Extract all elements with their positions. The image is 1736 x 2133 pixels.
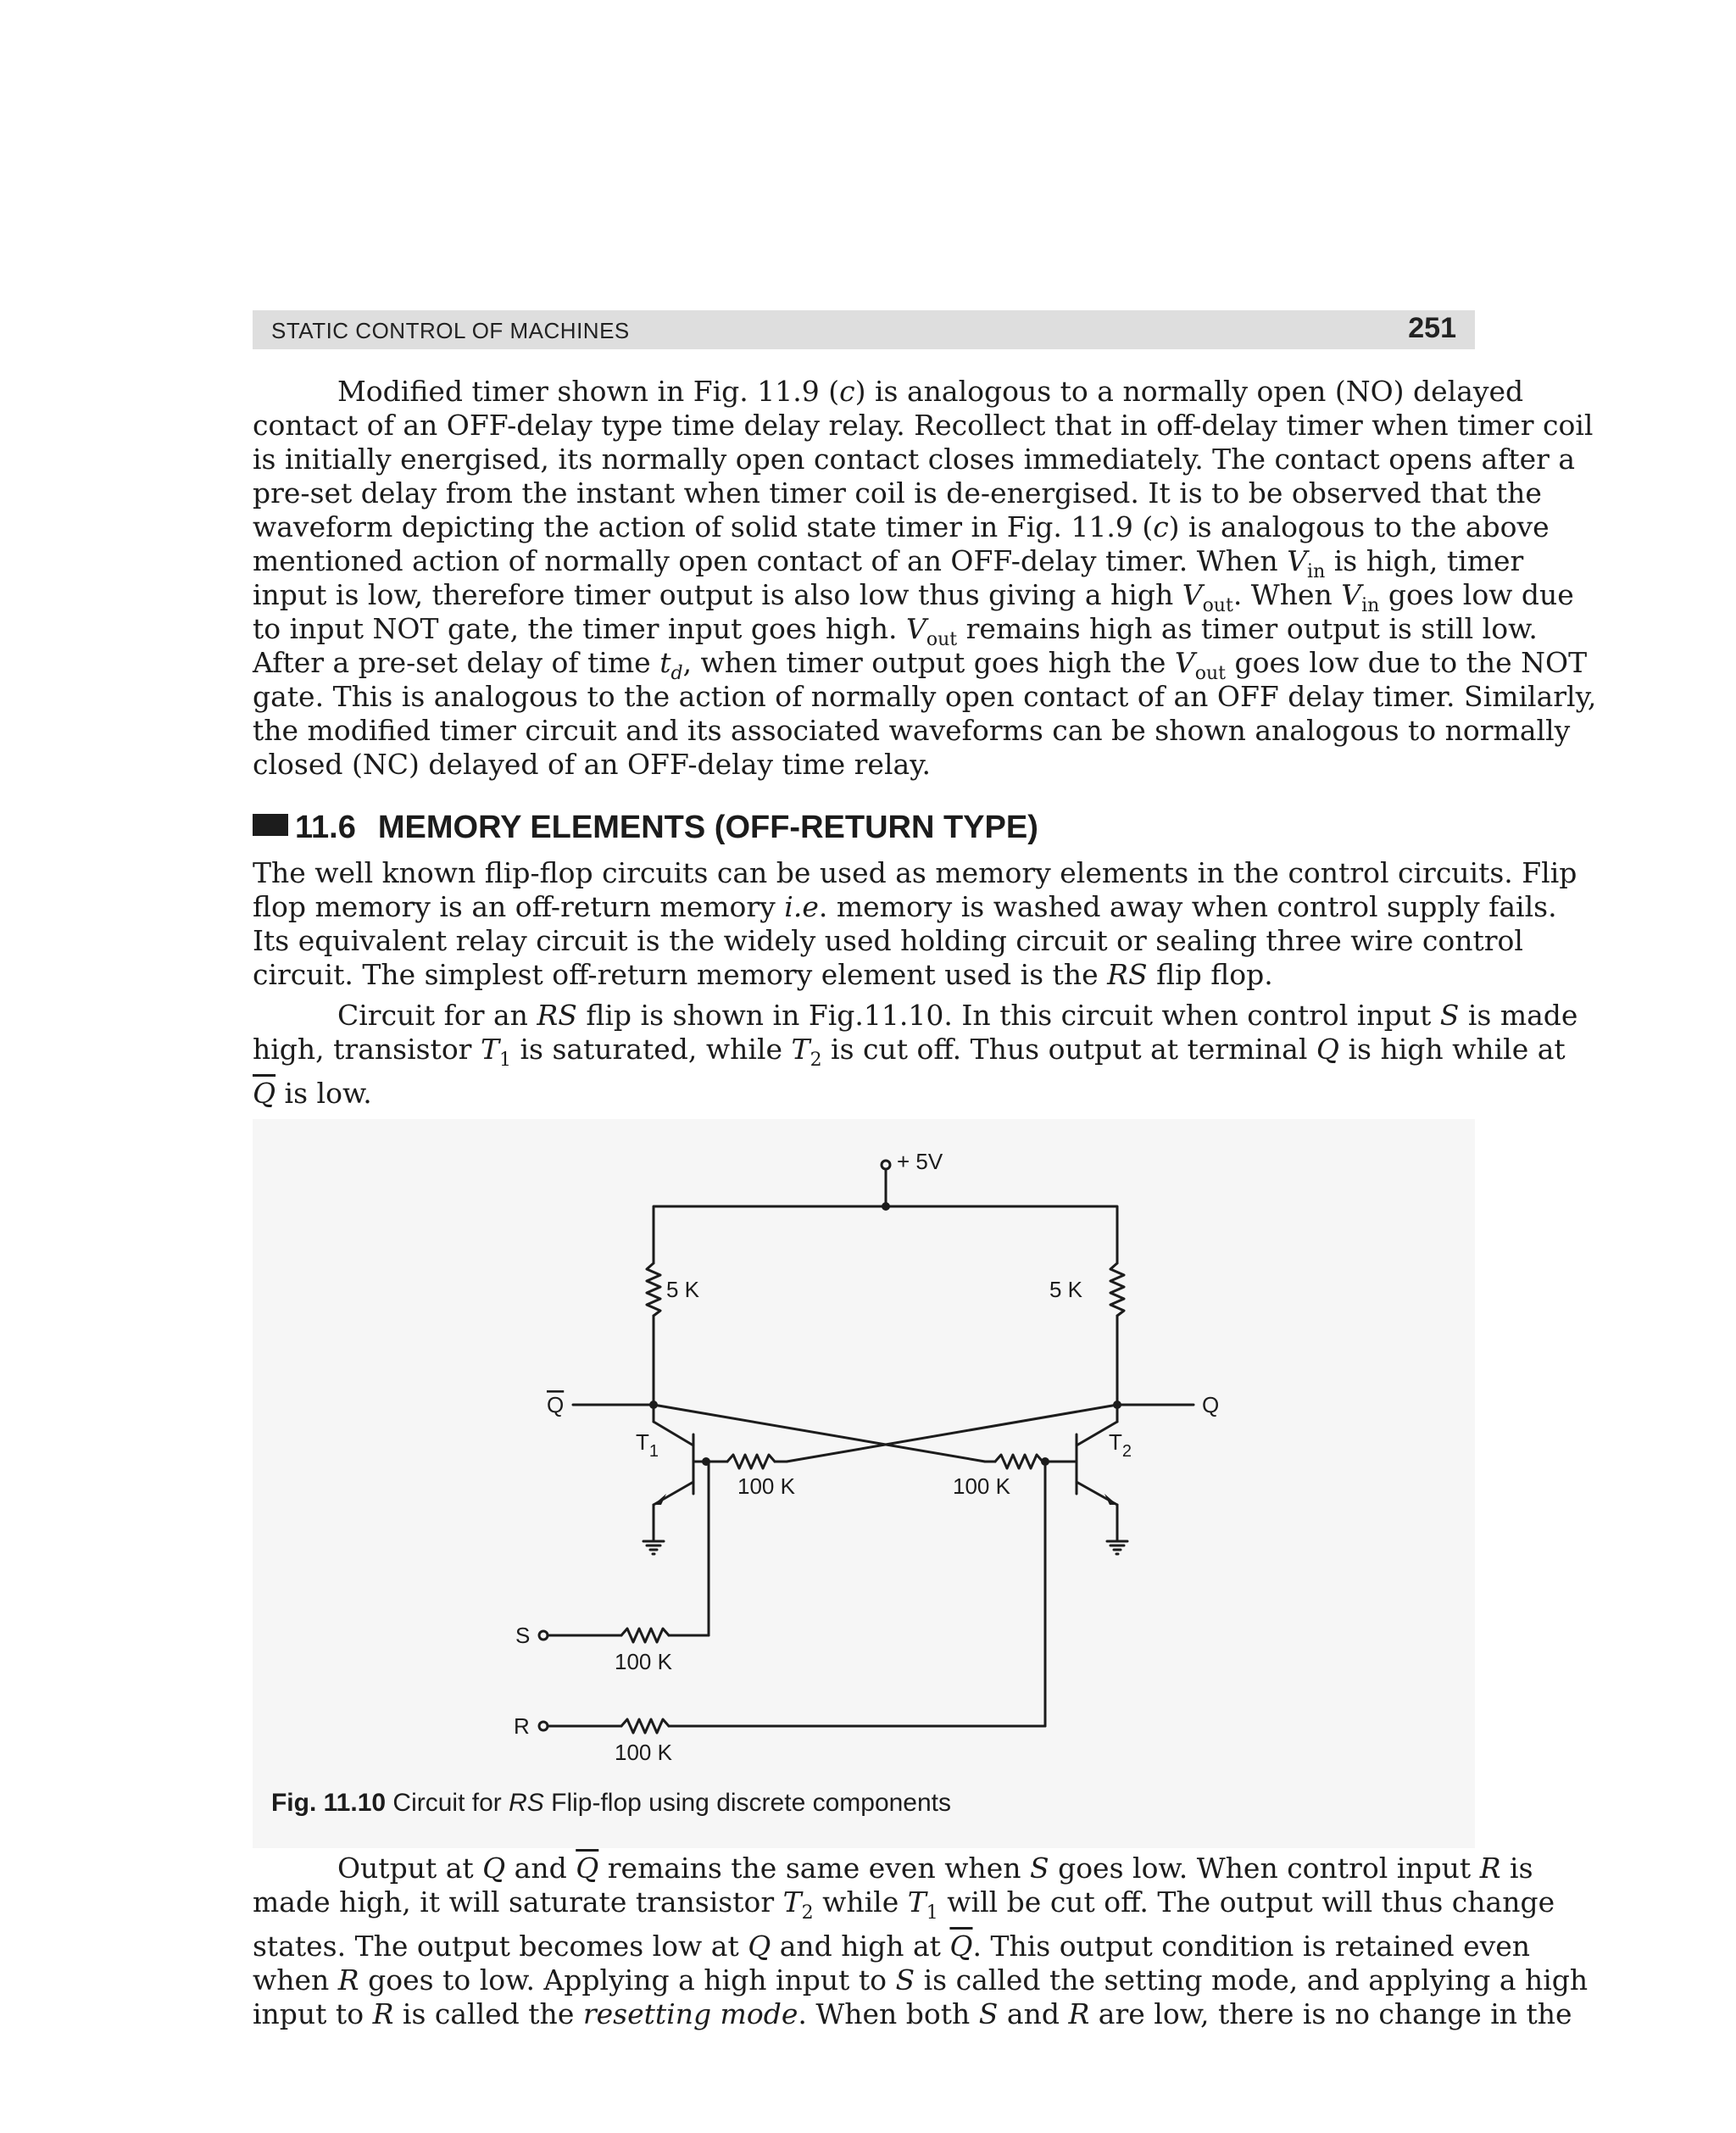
- figure-11-10: [253, 1119, 1475, 1848]
- text-line: $\overline{Q}$ is low.: [253, 1077, 372, 1110]
- text-line: Its equivalent relay circuit is the widely used holding circuit or sealing three wire control: [253, 924, 1523, 957]
- text-line: Output at Q and $\overline{Q}$ remains the same even when S goes low. When control input R is: [337, 1852, 1533, 1885]
- text-line: high, transistor $T_1$ is saturated, while $T_2$ is cut off. Thus output at terminal Q is high while at: [253, 1033, 1566, 1071]
- paragraph-output: [253, 1852, 1589, 2031]
- text-line: to input NOT gate, the timer input goes high. $V_{out}$ remains high as timer output is still low.: [253, 612, 1538, 650]
- paragraph-memory: [253, 856, 1577, 992]
- supply-label: + 5V: [897, 1149, 943, 1174]
- cross-wire-to-q: [787, 1405, 1117, 1462]
- text-line: the modified timer circuit and its associated waveforms can be shown analogous to normally: [253, 714, 1571, 747]
- page-header: [253, 310, 1475, 349]
- text-line: The well known flip-flop circuits can be used as memory elements in the control circuits. Flip: [253, 856, 1577, 889]
- text-line: mentioned action of normally open contact of an OFF-delay timer. When $V_{in}$ is high, timer: [253, 544, 1524, 582]
- resistor-right-collector: [1110, 1263, 1124, 1316]
- cross-wire-to-q-bar: [654, 1405, 985, 1462]
- label-t1: $T_1$: [636, 1429, 659, 1461]
- resistor-s: [621, 1629, 669, 1642]
- paragraph-timer: [253, 375, 1597, 782]
- text-line: flop memory is an off-return memory i.e. memory is washed away when control supply fails.: [253, 890, 1557, 923]
- section-title: MEMORY ELEMENTS (OFF-RETURN TYPE): [377, 810, 1038, 845]
- running-head: STATIC CONTROL OF MACHINES: [271, 318, 630, 343]
- label-q-bar: Q: [547, 1392, 565, 1417]
- text-line: made high, it will saturate transistor $T_2$ while $T_1$ will be cut off. The output will thus change: [253, 1885, 1555, 1924]
- text-line: gate. This is analogous to the action of normally open contact of an OFF delay timer. Similarly,: [253, 680, 1597, 713]
- text-line: Modified timer shown in Fig. 11.9 (c) is analogous to a normally open (NO) delayed: [337, 375, 1524, 408]
- text-line: states. The output becomes low at Q and high at $\overline{Q}$. This output condition is retained even: [253, 1930, 1531, 1963]
- resistor-right-cross: [995, 1455, 1043, 1468]
- label-100k-cross-right: 100 K: [953, 1473, 1010, 1499]
- resistor-r: [621, 1719, 669, 1733]
- rs-flipflop-circuit-diagram: [253, 1119, 1475, 1848]
- paragraph-rs-circuit: [253, 999, 1578, 1111]
- section-marker-icon: [253, 814, 288, 836]
- label-100k-s: 100 K: [615, 1649, 672, 1674]
- text-line: input to R is called the resetting mode. When both S and R are low, there is no change in the: [253, 1997, 1572, 2030]
- text-line: After a pre-set delay of time $t_d$, when timer output goes high the $V_{out}$ goes low due to the NOT: [253, 646, 1588, 684]
- text-line: is initially energised, its normally open contact closes immediately. The contact opens after a: [253, 443, 1576, 476]
- text-line: pre-set delay from the instant when timer coil is de-energised. It is to be observed that the: [253, 476, 1542, 510]
- label-5k-right: 5 K: [1049, 1277, 1083, 1302]
- page-number: 251: [1408, 312, 1456, 344]
- label-100k-cross-left: 100 K: [737, 1473, 795, 1499]
- label-t2: $T_2$: [1109, 1429, 1132, 1461]
- text-line: waveform depicting the action of solid state timer in Fig. 11.9 (c) is analogous to the above: [253, 510, 1550, 543]
- label-100k-r: 100 K: [615, 1740, 672, 1765]
- t1-collector: [654, 1422, 693, 1445]
- resistor-left-cross: [727, 1455, 775, 1468]
- text-line: when R goes to low. Applying a high input to S is called the setting mode, and applying a high: [253, 1963, 1589, 1997]
- section-number: 11.6: [295, 810, 356, 845]
- text-line: closed (NC) delayed of an OFF-delay time relay.: [253, 748, 931, 781]
- text-line: contact of an OFF-delay type time delay relay. Recollect that in off-delay timer when timer coil: [253, 409, 1594, 442]
- label-q: Q: [1202, 1392, 1220, 1417]
- text-line: circuit. The simplest off-return memory element used is the RS flip flop.: [253, 958, 1273, 991]
- text-line: input is low, therefore timer output is also low thus giving a high $V_{out}$. When $V_{in}$ goes low due: [253, 578, 1574, 616]
- label-r: R: [514, 1713, 530, 1739]
- label-s: S: [515, 1623, 531, 1648]
- label-5k-left: 5 K: [666, 1277, 700, 1302]
- resistor-left-collector: [647, 1263, 660, 1316]
- section-heading: [253, 810, 1038, 852]
- figure-caption: Fig. 11.10 Circuit for RS Flip-flop using discrete components: [270, 1789, 952, 1817]
- text-line: Circuit for an RS flip is shown in Fig.11.10. In this circuit when control input S is made: [337, 999, 1578, 1032]
